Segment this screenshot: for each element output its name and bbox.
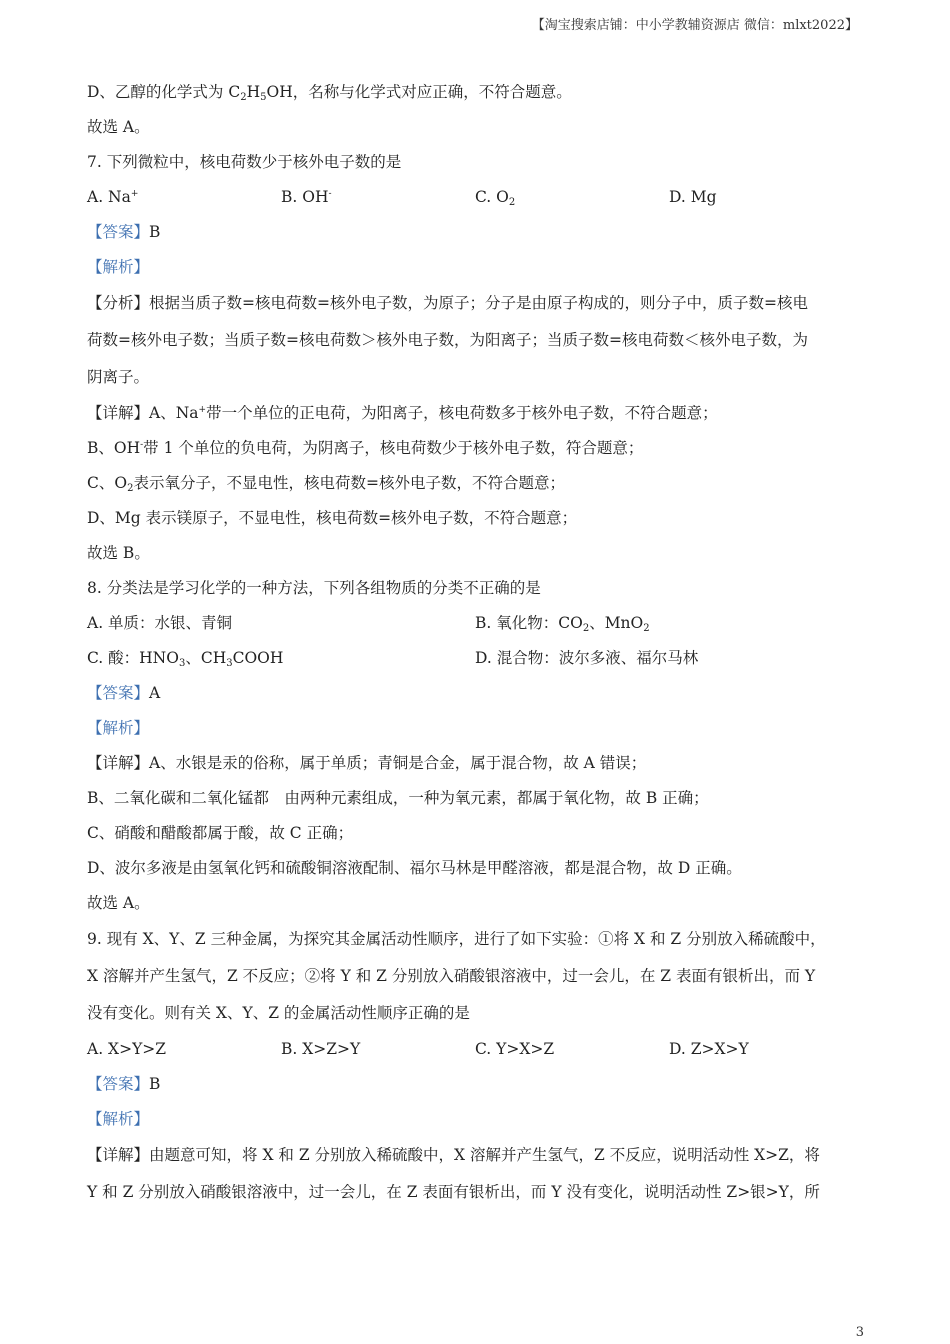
q8-option-a: A. 单质：水银、青铜 <box>87 614 233 632</box>
page-number: 3 <box>855 1325 864 1340</box>
q7-fenxi-line-2: 荷数=核外电子数；当质子数=核电荷数＞核外电子数，为阳离子；当质子数=核电荷数＜核外电子数，为 <box>87 331 808 349</box>
q7-detail-line-1: 【详解】A、Na+带一个单位的正电荷，为阳离子，核电荷数多于核外电子数，不符合题意； <box>87 404 718 422</box>
q7-fenxi-line-3: 阴离子。 <box>87 368 150 386</box>
q7-option-d: D. Mg <box>669 188 717 206</box>
q7-fenxi-line-1: 【分析】根据当质子数=核电荷数=核外电子数，为原子；分子是由原子构成的，则分子中，质子数=核电 <box>87 294 808 312</box>
q9-option-b: B. X>Z>Y <box>281 1040 361 1058</box>
q9-detail-line-2: Y 和 Z 分别放入硝酸银溶液中，过一会儿，在 Z 表面有银析出，而 Y 没有变化，说明活动性 Z>银>Y，所 <box>87 1183 820 1201</box>
q9-stem-line-2: X 溶解并产生氢气，Z 不反应；②将 Y 和 Z 分别放入硝酸银溶液中，过一会儿，在 Z 表面有银析出，而 Y <box>87 967 816 985</box>
q7-detail-line-4: D、Mg 表示镁原子，不显电性，核电荷数=核外电子数，不符合题意； <box>87 509 578 527</box>
q7-option-c: C. $O_2$ <box>475 188 516 208</box>
q7-stem: 7. 下列微粒中，核电荷数少于核外电子数的是 <box>87 153 402 171</box>
q8-option-c: C. 酸：$HNO_3$、$CH_3COOH$ <box>87 649 284 669</box>
q8-conclusion: 故选 A。 <box>87 894 150 912</box>
q7-analysis-heading: 【解析】 <box>87 258 150 276</box>
q8-analysis-heading: 【解析】 <box>87 719 150 737</box>
q8-options-row-1 <box>87 606 867 641</box>
q9-option-c: C. Y>X>Z <box>475 1040 555 1058</box>
q7-detail-line-2: B、OH-带 1 个单位的负电荷，为阴离子，核电荷数少于核外电子数，符合题意； <box>87 439 644 457</box>
q7-options <box>87 180 867 215</box>
prev-option-d: D、乙醇的化学式为 $C_2H_5OH$，名称与化学式对应正确，不符合题意。 <box>87 83 572 103</box>
q7-answer: 【答案】B <box>87 223 161 241</box>
page-header: 【淘宝搜索店铺：中小学教辅资源店 微信：mlxt2022】 <box>531 18 858 33</box>
q9-stem-line-1: 9. 现有 X、Y、Z 三种金属，为探究其金属活动性顺序，进行了如下实验：①将 X 和 Z 分别放入稀硫酸中， <box>87 930 826 948</box>
q7-option-b: B. OH- <box>281 188 332 206</box>
q8-options-row-2 <box>87 641 867 676</box>
q9-answer: 【答案】B <box>87 1075 161 1093</box>
q8-stem: 8. 分类法是学习化学的一种方法，下列各组物质的分类不正确的是 <box>87 579 541 597</box>
q7-conclusion: 故选 B。 <box>87 544 150 562</box>
document-body <box>87 75 867 1211</box>
q8-option-d: D. 混合物：波尔多液、福尔马林 <box>475 649 699 667</box>
q9-analysis-heading: 【解析】 <box>87 1110 150 1128</box>
q8-option-b: B. 氧化物：$CO_2$、MnO$_2$ <box>475 614 650 634</box>
q8-detail-line-2: B、二氧化碳和二氧化锰都 由两种元素组成，一种为氧元素，都属于氧化物，故 B 正确； <box>87 789 709 807</box>
q8-detail-line-4: D、波尔多液是由氢氧化钙和硫酸铜溶液配制、福尔马林是甲醛溶液，都是混合物，故 D 正确。 <box>87 859 742 877</box>
q9-stem-line-3: 没有变化。则有关 X、Y、Z 的金属活动性顺序正确的是 <box>87 1004 470 1022</box>
q9-option-d: D. Z>X>Y <box>669 1040 749 1058</box>
prev-conclusion: 故选 A。 <box>87 118 150 136</box>
q8-detail-line-1: 【详解】A、水银是汞的俗称，属于单质；青铜是合金，属于混合物，故 A 错误； <box>87 754 647 772</box>
q9-options <box>87 1032 867 1067</box>
q8-detail-line-3: C、硝酸和醋酸都属于酸，故 C 正确； <box>87 824 354 842</box>
q9-option-a: A. X>Y>Z <box>87 1040 167 1058</box>
q9-detail-line-1: 【详解】由题意可知，将 X 和 Z 分别放入稀硫酸中，X 溶解并产生氢气，Z 不反应，说明活动性 X>Z，将 <box>87 1146 820 1164</box>
q7-option-a: A. Na+ <box>87 188 139 206</box>
q8-answer: 【答案】A <box>87 684 161 702</box>
q7-detail-line-3: C、$O_2$表示氧分子，不显电性，核电荷数=核外电子数，不符合题意； <box>87 474 565 494</box>
